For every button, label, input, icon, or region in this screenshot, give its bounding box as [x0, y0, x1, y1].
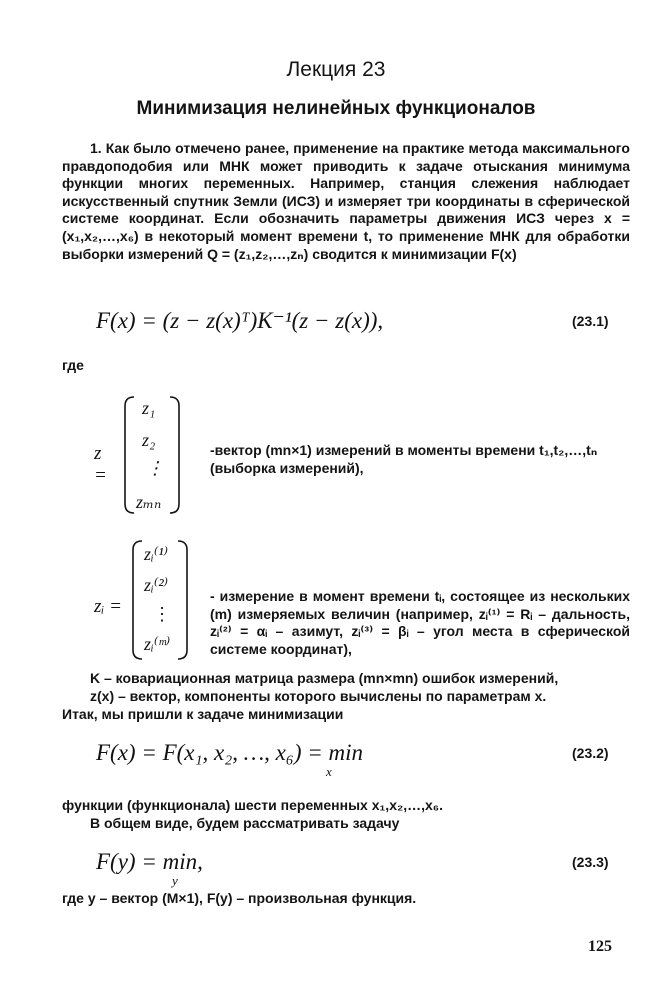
vector-z-description: -вектор (mn×1) измерений в моменты времени t₁,t₂,…,tₙ (выборка измерений), [210, 442, 598, 476]
vector-zi-description: - измерение в момент времени tᵢ, состоящее из нескольких (m) измеряемых величин (например, zᵢ⁽¹⁾ = Rᵢ – дальность, zᵢ⁽²⁾ = αᵢ – азимут, zᵢ⁽³⁾ = βᵢ – угол места в сферической системе координат), [210, 588, 630, 657]
so-text: Итак, мы пришли к задаче минимизации [62, 706, 344, 722]
lecture-title: Лекция 23 [286, 58, 386, 81]
intro-text-2: в некоторый момент времени t, то применение МНК для обработки выборки измерений [62, 227, 630, 262]
equation-23-2-subscript: x [326, 764, 332, 779]
equation-23-3: F(y) = min, [96, 849, 203, 874]
equation-number-23-3: (23.3) [572, 854, 609, 870]
vector-zi-element-3: ⋮ [153, 604, 171, 624]
vector-z-element-2: z₂ [142, 430, 156, 450]
intro-text-1: Как было отмечено ранее, применение на практике метода максимального правдоподобия или МНК может приводить к задаче отыскания минимума функции многих переменных. Например, станция слежения наблюдает искусственный спутник Земли (ИСЗ) и измеряет три координаты в сферической системе координат. Если обозначить параметры движения ИСЗ через [62, 140, 630, 227]
equation-23-1: F(x) = (z − z(x)ᵀ)K⁻¹(z − z(x)), [96, 308, 384, 333]
item-number: 1. [90, 140, 102, 156]
vector-zi-element-2: zᵢ⁽²⁾ [144, 575, 169, 595]
q-definition: Q = (z₁,z₂,…,zₙ) [207, 245, 309, 262]
equation-number-23-2: (23.2) [572, 745, 609, 761]
page-number: 125 [588, 938, 612, 955]
k-definition: K – ковариационная матрица размера (mn×mn) ошибок измерений, [90, 670, 559, 686]
zx-definition: z(x) – вектор, компоненты которого вычислены по параметрам x. [90, 688, 547, 704]
vector-z-element-3: ⋮ [146, 458, 164, 478]
general-form-text: В общем виде, будем рассматривать задачу [90, 815, 400, 831]
x-definition: x = (x₁,x₂,…,x₆) [62, 210, 630, 244]
equation-23-2: F(x) = F(x₁, x₂, …, x₆) = min [96, 740, 364, 765]
y-definition: где y – вектор (M×1), F(y) – произвольная функция. [62, 890, 417, 906]
lecture-subtitle: Минимизация нелинейных функционалов [136, 98, 536, 119]
functional-text: функции (функционала) шести переменных x₁,x₂,…,x₆. [62, 797, 444, 813]
intro-text-3: сводится к минимизации F(x) [308, 245, 517, 262]
vector-zi-lhs: zᵢ = [94, 596, 122, 617]
vector-zi-element-1: zᵢ⁽¹⁾ [144, 544, 169, 564]
vector-z-element-4: zₘₙ [136, 492, 162, 512]
vector-zi-element-4: zᵢ⁽ᵐ⁾ [144, 634, 171, 654]
equation-number-23-1: (23.1) [572, 313, 609, 329]
vector-z-element-1: z₁ [142, 398, 156, 418]
vector-z-lhs: z = [94, 443, 107, 486]
where-label: где [62, 357, 84, 373]
equation-23-3-subscript: y [172, 873, 178, 888]
intro-paragraph [62, 140, 630, 263]
